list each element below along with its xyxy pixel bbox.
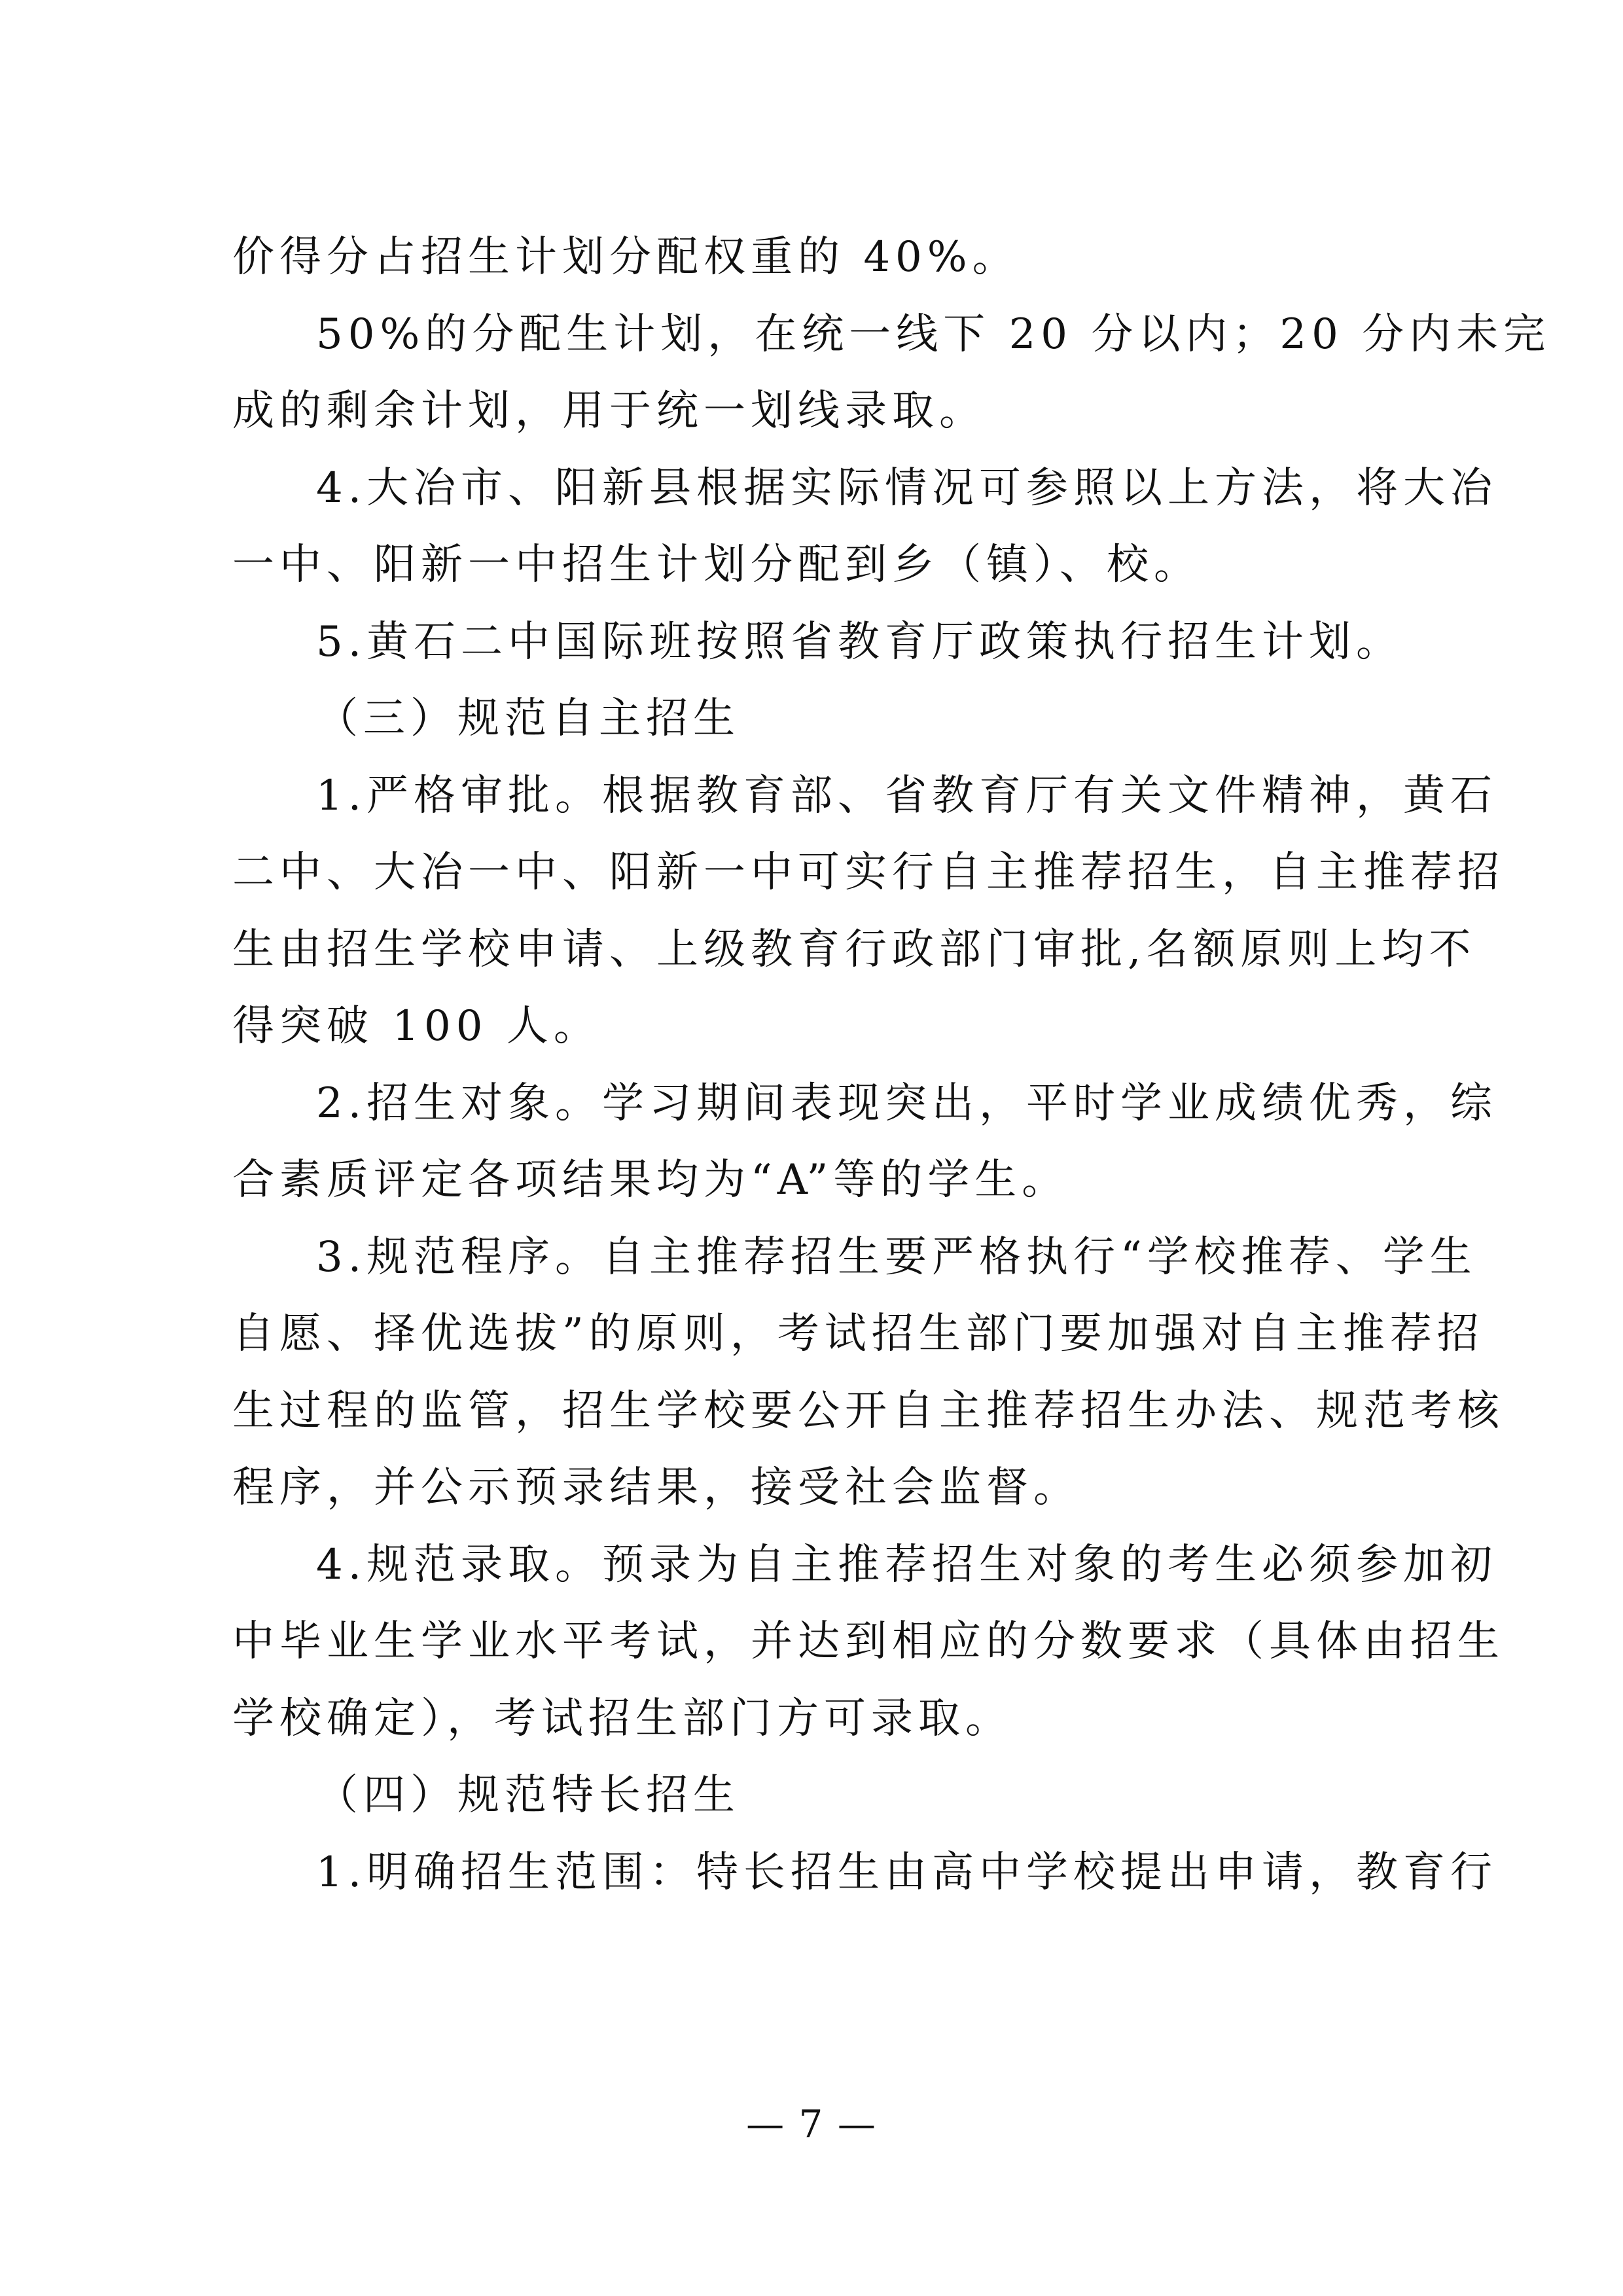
text-line: 1.明确招生范围：特长招生由高中学校提出申请，教育行: [316, 1848, 1498, 1897]
text-line: 50%的分配生计划，在统一线下 20 分以内；20 分内未完: [316, 310, 1551, 359]
text-line: 自愿、择优选拔”的原则，考试招生部门要加强对自主推荐招: [232, 1310, 1484, 1358]
section-heading: （四）规范特长招生: [316, 1771, 740, 1820]
text-line: 学校确定），考试招生部门方可录取。: [232, 1694, 1012, 1743]
text-line: 合素质评定各项结果均为“A”等的学生。: [232, 1156, 1069, 1204]
text-line: 5.黄石二中国际班按照省教育厅政策执行招生计划。: [316, 617, 1404, 666]
text-line: 成的剩余计划，用于统一划线录取。: [232, 387, 986, 435]
text-line: 1.严格审批。根据教育部、省教育厅有关文件精神，黄石: [316, 771, 1498, 820]
section-heading: （三）规范自主招生: [316, 694, 740, 743]
text-line: 生由招生学校申请、上级教育行政部门审批,名额原则上均不: [232, 925, 1476, 974]
page-number: — 7 —: [746, 2102, 877, 2146]
text-line: 一中、阳新一中招生计划分配到乡（镇）、校。: [232, 541, 1201, 589]
text-line: 价得分占招生计划分配权重的 40%。: [232, 233, 1020, 281]
text-line: 2.招生对象。学习期间表现突出，平时学业成绩优秀，综: [316, 1079, 1498, 1128]
text-line: 4.大冶市、阳新县根据实际情况可参照以上方法，将大冶: [316, 463, 1498, 512]
text-line: 得突破 100 人。: [232, 1002, 601, 1050]
body-text: [232, 219, 1551, 1911]
text-line: 程序，并公示预录结果，接受社会监督。: [232, 1463, 1080, 1512]
text-line: 生过程的监管，招生学校要公开自主推荐招生办法、规范考核: [232, 1386, 1505, 1435]
text-line: 4.规范录取。预录为自主推荐招生对象的考生必须参加初: [316, 1540, 1498, 1589]
text-line: 中毕业生学业水平考试，并达到相应的分数要求（具体由招生: [232, 1617, 1505, 1666]
text-line: 3.规范程序。自主推荐招生要严格执行“学校推荐、学生: [316, 1232, 1477, 1282]
text-line: 二中、大冶一中、阳新一中可实行自主推荐招生，自主推荐招: [232, 848, 1505, 897]
